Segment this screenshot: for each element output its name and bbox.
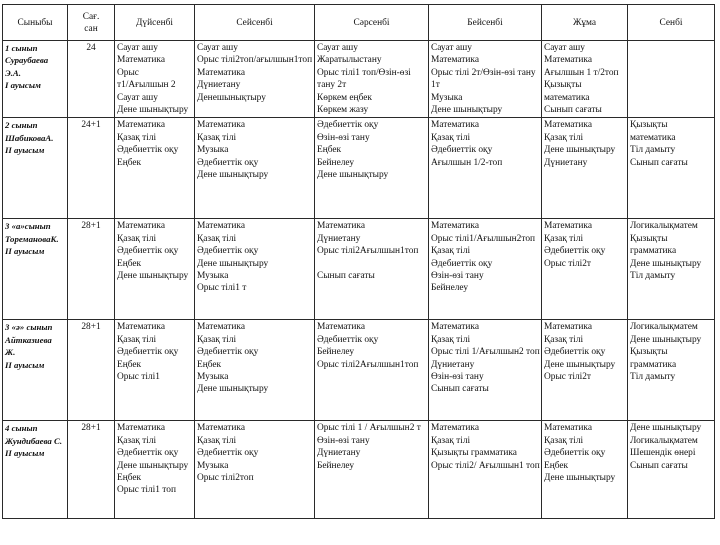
subject-line: Сынып сағаты: [431, 384, 489, 395]
subject-line: Орыс тілі 2т/Өзін-өзі тану: [431, 67, 536, 78]
subject-line: Әдебиеттік оқу: [117, 145, 179, 156]
subject-line: Еңбек: [317, 145, 342, 156]
subject-line: Тіл дамыту: [630, 145, 676, 156]
subject-line: Бейнелеу: [431, 283, 469, 294]
subject-line: Дене шынықтыру: [544, 359, 616, 370]
subject-line: Сынып сағаты: [630, 460, 688, 471]
subject-line: Еңбек: [117, 473, 142, 484]
subject-line: Дене шынықтыру: [197, 384, 269, 395]
subject-line: Әдебиеттік оқу: [117, 347, 179, 358]
subject-line: Орыс тілі1 топ/Өзін-өзі: [317, 67, 411, 78]
class-line: І ауысым: [5, 80, 41, 91]
subjects-cell: [195, 118, 315, 219]
subjects-cell: [195, 41, 315, 118]
subject-line: Математика: [197, 120, 245, 131]
subject-line: Көркем еңбек: [317, 92, 372, 103]
subject-line: Математика: [544, 120, 592, 131]
subjects-cell: [115, 320, 195, 421]
subject-line: Дене шынықтыру: [317, 170, 389, 181]
subjects-cell: [315, 219, 429, 320]
schedule-table: [2, 4, 715, 519]
subject-line: Сынып сағаты: [544, 105, 602, 116]
subjects-cell: [542, 41, 628, 118]
subject-line: Дене шынықтыру: [117, 105, 189, 116]
class-line: 4 сынып: [5, 423, 38, 434]
header-day: Сенбі: [628, 5, 715, 41]
subject-line: Орыс тілі2/ Ағылшын1 топ: [431, 460, 540, 471]
subject-line: Орыс тілі1/Ағылшын2топ: [431, 233, 536, 244]
header-day: Жұма: [542, 5, 628, 41]
class-line: ІІ ауысым: [5, 246, 45, 257]
subject-line: Орыс тілі1 топ: [117, 485, 176, 496]
subject-line: Музыка: [197, 145, 229, 156]
subjects-cell: [115, 421, 195, 519]
subject-line: Математика: [431, 322, 479, 333]
subject-line: Математика: [197, 322, 245, 333]
subject-line: Дене шынықтыру: [117, 460, 189, 471]
subject-line: Математика: [317, 322, 365, 333]
subjects-cell: [429, 421, 542, 519]
subject-line: Еңбек: [117, 359, 142, 370]
subject-line: Математика: [197, 423, 245, 434]
class-line: 1 сынып: [5, 43, 38, 53]
subject-line: Дене шынықтыру: [630, 258, 702, 269]
subject-line: Қызықты грамматика: [431, 448, 517, 459]
subjects-cell: [429, 41, 542, 118]
subject-line: Математика: [431, 423, 479, 434]
subjects-cell: [315, 320, 429, 421]
subject-line: Қазақ тілі: [117, 132, 157, 143]
subject-line: грамматика: [630, 359, 677, 370]
subject-line: Математика: [117, 423, 165, 434]
subject-line: Сауат ашу: [317, 43, 358, 53]
subjects-cell: [628, 219, 715, 320]
hours-cell: 24+1: [68, 118, 115, 219]
subject-line: Қазақ тілі: [431, 334, 471, 345]
subject-line: Математика: [317, 221, 365, 232]
class-line: 3 «а»сынып: [5, 221, 51, 232]
subject-line: Логикалықматем: [630, 435, 698, 446]
subject-line: Шешендік өнері: [630, 448, 696, 459]
subjects-cell: [315, 118, 429, 219]
subject-line: Әдебиеттік оқу: [197, 347, 259, 358]
subject-line: Қазақ тілі: [431, 132, 471, 143]
class-cell: [3, 320, 68, 421]
class-line: Жундибаева С.: [5, 435, 63, 446]
subject-line: Математика: [197, 221, 245, 232]
hours-cell: 28+1: [68, 219, 115, 320]
class-cell: [3, 421, 68, 519]
subject-line: Денешынықтыру: [197, 92, 266, 103]
hours-cell: 28+1: [68, 421, 115, 519]
header-hours-line: сан: [84, 23, 98, 34]
subject-line: Математика: [431, 221, 479, 232]
subject-line: Дене шынықтыру: [630, 334, 702, 345]
subject-line: Әдебиеттік оқу: [431, 145, 493, 156]
subject-line: Әдебиеттік оқу: [117, 448, 179, 459]
subject-line: Ағылшын 1/2-топ: [431, 157, 503, 168]
subject-line: Дүниетану: [197, 80, 241, 91]
header-hours-line: Сағ.: [82, 11, 100, 22]
subject-line: Еңбек: [544, 460, 569, 471]
subject-line: Дене шынықтыру: [117, 271, 189, 282]
subject-line: Еңбек: [197, 359, 222, 370]
class-line: ІІ ауысым: [5, 448, 45, 459]
subject-line: Орыс тілі2Ағылшын1топ: [317, 359, 419, 370]
subject-line: 1т: [431, 80, 440, 91]
subject-line: Қызықты: [630, 233, 668, 244]
subject-line: математика: [630, 132, 676, 143]
subject-line: Әдебиеттік оқу: [197, 448, 259, 459]
subject-line: Орыс тілі 1/Ағылшын2 топ: [431, 347, 540, 358]
subject-line: Сынып сағаты: [630, 157, 688, 168]
table-row: [3, 41, 715, 118]
subject-line: Қызықты: [630, 120, 668, 131]
subject-line: Орыс тілі2т: [544, 258, 592, 269]
subject-line: Орыс тілі2топ/ағылшын1топ: [197, 55, 313, 66]
subject-line: Қазақ тілі: [544, 435, 584, 446]
hours-cell: 24: [68, 41, 115, 118]
subject-line: Әдебиеттік оқу: [317, 120, 379, 131]
class-line: ТоремановаК.: [5, 233, 59, 244]
subject-line: Математика: [197, 67, 245, 78]
class-line: Айтказиева: [5, 334, 52, 345]
subjects-cell: [315, 41, 429, 118]
header-hours: [68, 5, 115, 41]
subject-line: Сауат ашу: [197, 43, 238, 53]
subject-line: Өзін-өзі тану: [317, 132, 370, 143]
subject-line: Сауат ашу: [544, 43, 585, 53]
subject-line: математика: [544, 92, 590, 103]
subject-line: Дене шынықтыру: [197, 258, 269, 269]
subjects-cell: [115, 219, 195, 320]
subject-line: Қазақ тілі: [544, 233, 584, 244]
subject-line: Қазақ тілі: [431, 435, 471, 446]
subject-line: Көркем жазу: [317, 105, 369, 116]
table-row: [3, 219, 715, 320]
subject-line: Математика: [117, 322, 165, 333]
subject-line: Қазақ тілі: [197, 435, 237, 446]
subject-line: грамматика: [630, 246, 677, 257]
subjects-cell: [542, 320, 628, 421]
class-line: 3 «ә» сынып: [5, 322, 53, 333]
subjects-cell: [195, 219, 315, 320]
subject-line: т1/Ағылшын 2: [117, 80, 176, 91]
subjects-cell: [115, 118, 195, 219]
subjects-cell: [195, 320, 315, 421]
subject-line: Өзін-өзі тану: [317, 435, 370, 446]
subject-line: Математика: [544, 423, 592, 434]
subject-line: Сауат ашу: [431, 43, 472, 53]
subject-line: Әдебиеттік оқу: [197, 246, 259, 257]
subject-line: Әдебиеттік оқу: [544, 246, 606, 257]
subject-line: Дүниетану: [317, 448, 361, 459]
subject-line: Орыс тілі2топ: [197, 473, 254, 484]
subject-line: Тіл дамыту: [630, 372, 676, 383]
subjects-cell: [115, 41, 195, 118]
subject-line: Музыка: [197, 460, 229, 471]
subject-line: Орыс тілі1 т: [197, 283, 247, 294]
subject-line: Қазақ тілі: [117, 334, 157, 345]
subject-line: Математика: [117, 120, 165, 131]
header-day: Бейсенбі: [429, 5, 542, 41]
subject-line: Қазақ тілі: [197, 233, 237, 244]
subject-line: Математика: [431, 120, 479, 131]
subject-line: Дене шынықтыру: [544, 473, 616, 484]
subjects-cell: [315, 421, 429, 519]
subjects-cell: [429, 219, 542, 320]
class-line: 2 сынып: [5, 120, 38, 131]
subject-line: Орыс тілі1: [117, 372, 160, 383]
subject-line: Қазақ тілі: [544, 334, 584, 345]
subject-line: Еңбек: [117, 157, 142, 168]
class-line: ШабиковаА.: [5, 132, 54, 143]
subject-line: Математика: [544, 221, 592, 232]
subjects-cell: [429, 118, 542, 219]
subject-line: Сынып сағаты: [317, 271, 375, 282]
subject-line: Әдебиеттік оқу: [544, 347, 606, 358]
subject-line: Музыка: [197, 271, 229, 282]
subject-line: Тіл дамыту: [630, 271, 676, 282]
subject-line: Әдебиеттік оқу: [544, 448, 606, 459]
class-line: Ж.: [5, 347, 16, 358]
subject-line: Сауат ашу: [117, 92, 158, 103]
subject-line: Сауат ашу: [117, 43, 158, 53]
subject-line: Дүниетану: [544, 157, 588, 168]
subject-line: Математика: [544, 55, 592, 66]
subject-line: Еңбек: [117, 258, 142, 269]
subject-line: Логикалықматем: [630, 322, 698, 333]
subject-line: Дүниетану: [317, 233, 361, 244]
subject-line: Жаратылыстану: [317, 55, 382, 66]
header-day: Сәрсенбі: [315, 5, 429, 41]
subject-line: Орыс тілі2т: [544, 372, 592, 383]
subject-line: Математика: [117, 221, 165, 232]
subjects-cell: [429, 320, 542, 421]
subject-line: Әдебиеттік оқу: [117, 246, 179, 257]
subject-line: Ағылшын 1 т/2топ: [544, 67, 619, 78]
subject-line: Музыка: [431, 92, 463, 103]
subject-line: Қызықты: [544, 80, 582, 91]
table-row: [3, 421, 715, 519]
table-row: [3, 320, 715, 421]
subject-line: Орыс: [117, 67, 139, 78]
subjects-cell: [628, 118, 715, 219]
subject-line: Өзін-өзі тану: [431, 372, 484, 383]
class-line: Э.А.: [5, 67, 21, 78]
subject-line: Дене шынықтыру: [431, 105, 503, 116]
class-cell: [3, 118, 68, 219]
subject-line: Қазақ тілі: [117, 233, 157, 244]
subjects-cell: [542, 219, 628, 320]
subject-line: Қазақ тілі: [197, 132, 237, 143]
subject-line: Математика: [544, 322, 592, 333]
subject-line: Орыс тілі2Ағылшын1топ: [317, 246, 419, 257]
subject-line: Бейнелеу: [317, 157, 355, 168]
table-row: [3, 118, 715, 219]
header-day: Сейсенбі: [195, 5, 315, 41]
subject-line: Әдебиеттік оқу: [317, 334, 379, 345]
subject-line: Дене шынықтыру: [630, 423, 702, 434]
subject-line: Қазақ тілі: [117, 435, 157, 446]
header-day: Дүйсенбі: [115, 5, 195, 41]
hours-cell: 28+1: [68, 320, 115, 421]
subject-line: Әдебиеттік оқу: [197, 157, 259, 168]
subjects-cell: [628, 41, 715, 118]
subject-line: Орыс тілі 1 / Ағылшын2 т: [317, 423, 421, 434]
subject-line: Қазақ тілі: [544, 132, 584, 143]
subject-line: Логикалықматем: [630, 221, 698, 232]
subjects-cell: [628, 320, 715, 421]
subject-line: Математика: [431, 55, 479, 66]
subject-line: Қызықты: [630, 347, 668, 358]
header-row: [3, 5, 715, 41]
subject-line: Дүниетану: [431, 359, 475, 370]
subject-line: тану 2т: [317, 80, 347, 91]
class-cell: [3, 219, 68, 320]
subject-line: Дене шынықтыру: [197, 170, 269, 181]
class-cell: [3, 41, 68, 118]
subject-line: Дене шынықтыру: [544, 145, 616, 156]
subjects-cell: [628, 421, 715, 519]
subject-line: Қазақ тілі: [431, 246, 471, 257]
subjects-cell: [542, 118, 628, 219]
subject-line: Бейнелеу: [317, 460, 355, 471]
subject-line: Қазақ тілі: [197, 334, 237, 345]
subjects-cell: [542, 421, 628, 519]
subject-line: Музыка: [197, 372, 229, 383]
class-line: Сураубаева: [5, 55, 49, 66]
subject-line: Әдебиеттік оқу: [431, 258, 493, 269]
header-class: Сыныбы: [3, 5, 68, 41]
subject-line: Өзін-өзі тану: [431, 271, 484, 282]
class-line: ІІ ауысым: [5, 145, 45, 156]
subjects-cell: [195, 421, 315, 519]
subject-line: Бейнелеу: [317, 347, 355, 358]
subject-line: Математика: [117, 55, 165, 66]
class-line: ІІ ауысым: [5, 359, 45, 370]
subject-line: [317, 258, 426, 270]
